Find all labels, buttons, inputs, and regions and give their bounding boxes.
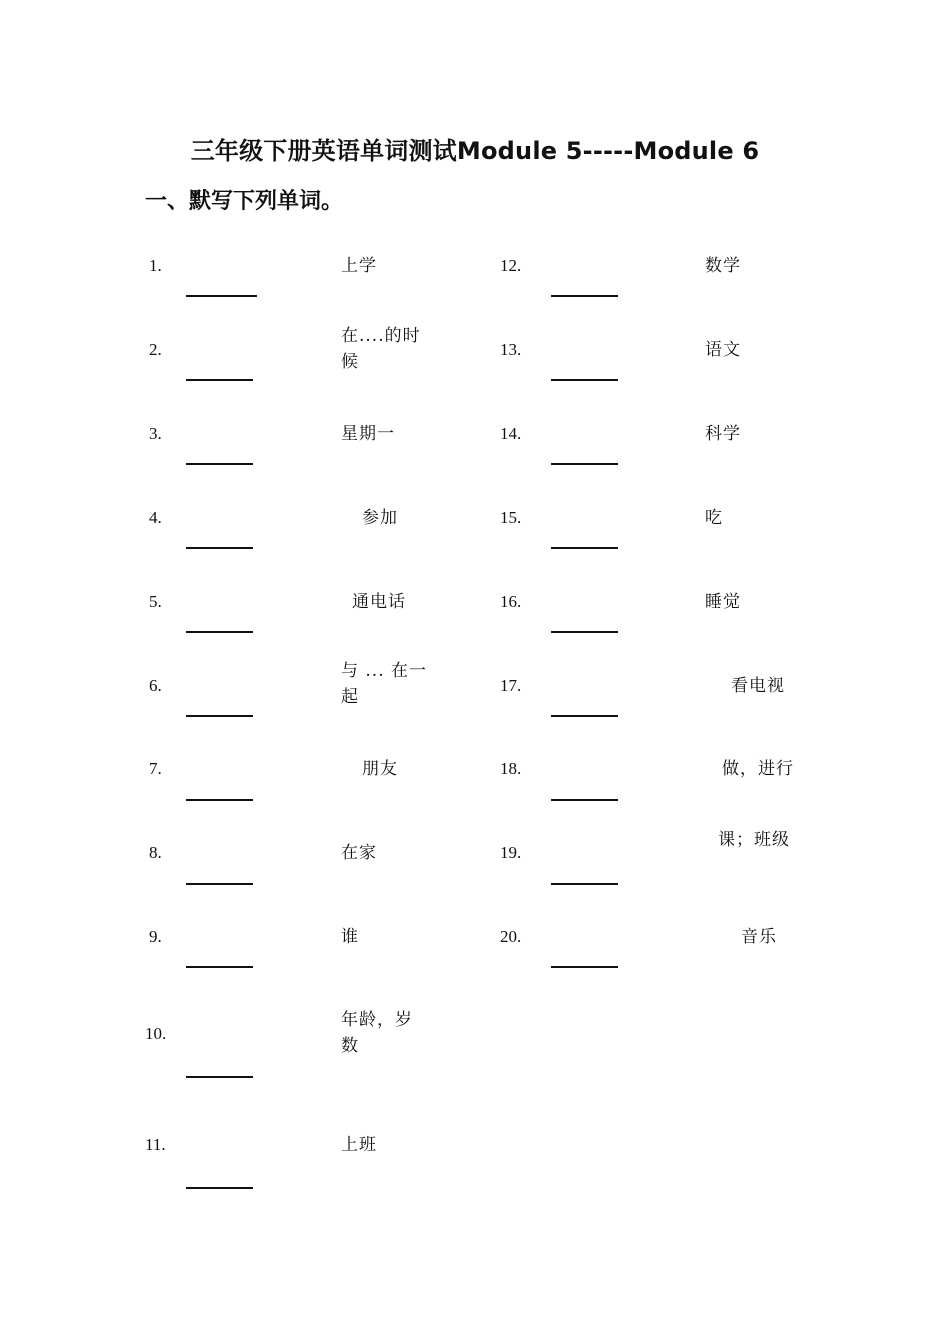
answer-blank[interactable] [551,631,618,633]
item-meaning: 数学 [705,256,741,276]
item-number: 16. [500,592,522,611]
answer-blank[interactable] [551,463,618,465]
answer-blank[interactable] [551,966,618,968]
item-meaning: 上学 [341,256,377,276]
item-number: 19. [500,843,522,862]
answer-blank[interactable] [186,1187,253,1189]
answer-blank[interactable] [186,1076,253,1078]
item-number: 9. [149,927,162,946]
answer-blank[interactable] [186,715,253,717]
item-number: 5. [149,592,162,611]
item-number: 1. [149,256,162,275]
item-meaning: 课；班级 [718,830,790,850]
item-number: 2. [149,340,162,359]
item-number: 20. [500,927,522,946]
item-meaning: 上班 [341,1135,377,1155]
answer-blank[interactable] [186,631,253,633]
item-meaning: 星期一 [341,424,395,444]
item-meaning: 吃 [705,508,723,528]
answer-blank[interactable] [186,295,257,297]
answer-blank[interactable] [186,799,253,801]
item-number: 10. [145,1024,167,1043]
item-meaning: 朋友 [362,759,398,779]
worksheet-title: 三年级下册英语单词测试Module 5-----Module 6 [190,137,760,165]
item-meaning: 做，进行 [722,759,794,779]
item-number: 12. [500,256,522,275]
answer-blank[interactable] [551,379,618,381]
item-number: 14. [500,424,522,443]
item-number: 18. [500,759,522,778]
answer-blank[interactable] [186,883,253,885]
item-meaning: 睡觉 [705,592,741,612]
item-number: 6. [149,676,162,695]
item-meaning: 语文 [705,340,741,360]
item-meaning: 在....的时候 [341,326,421,372]
item-meaning: 在家 [341,843,377,863]
answer-blank[interactable] [551,295,618,297]
item-meaning: 看电视 [731,676,785,696]
item-number: 13. [500,340,522,359]
answer-blank[interactable] [186,379,253,381]
answer-blank[interactable] [186,547,253,549]
answer-blank[interactable] [551,715,618,717]
item-meaning: 年龄，岁数 [341,1010,413,1056]
item-number: 17. [500,676,522,695]
answer-blank[interactable] [551,547,618,549]
item-number: 7. [149,759,162,778]
item-meaning: 科学 [705,424,741,444]
item-meaning: 谁 [341,927,359,947]
item-meaning: 通电话 [352,592,406,612]
answer-blank[interactable] [551,799,618,801]
item-number: 4. [149,508,162,527]
item-meaning: 与 ... 在一起 [341,661,428,707]
answer-blank[interactable] [186,966,253,968]
item-number: 15. [500,508,522,527]
section-heading: 一、默写下列单词。 [145,189,344,214]
item-meaning: 参加 [362,508,398,528]
item-number: 11. [145,1135,166,1154]
item-number: 3. [149,424,162,443]
item-meaning: 音乐 [741,927,777,947]
answer-blank[interactable] [186,463,253,465]
item-number: 8. [149,843,162,862]
answer-blank[interactable] [551,883,618,885]
